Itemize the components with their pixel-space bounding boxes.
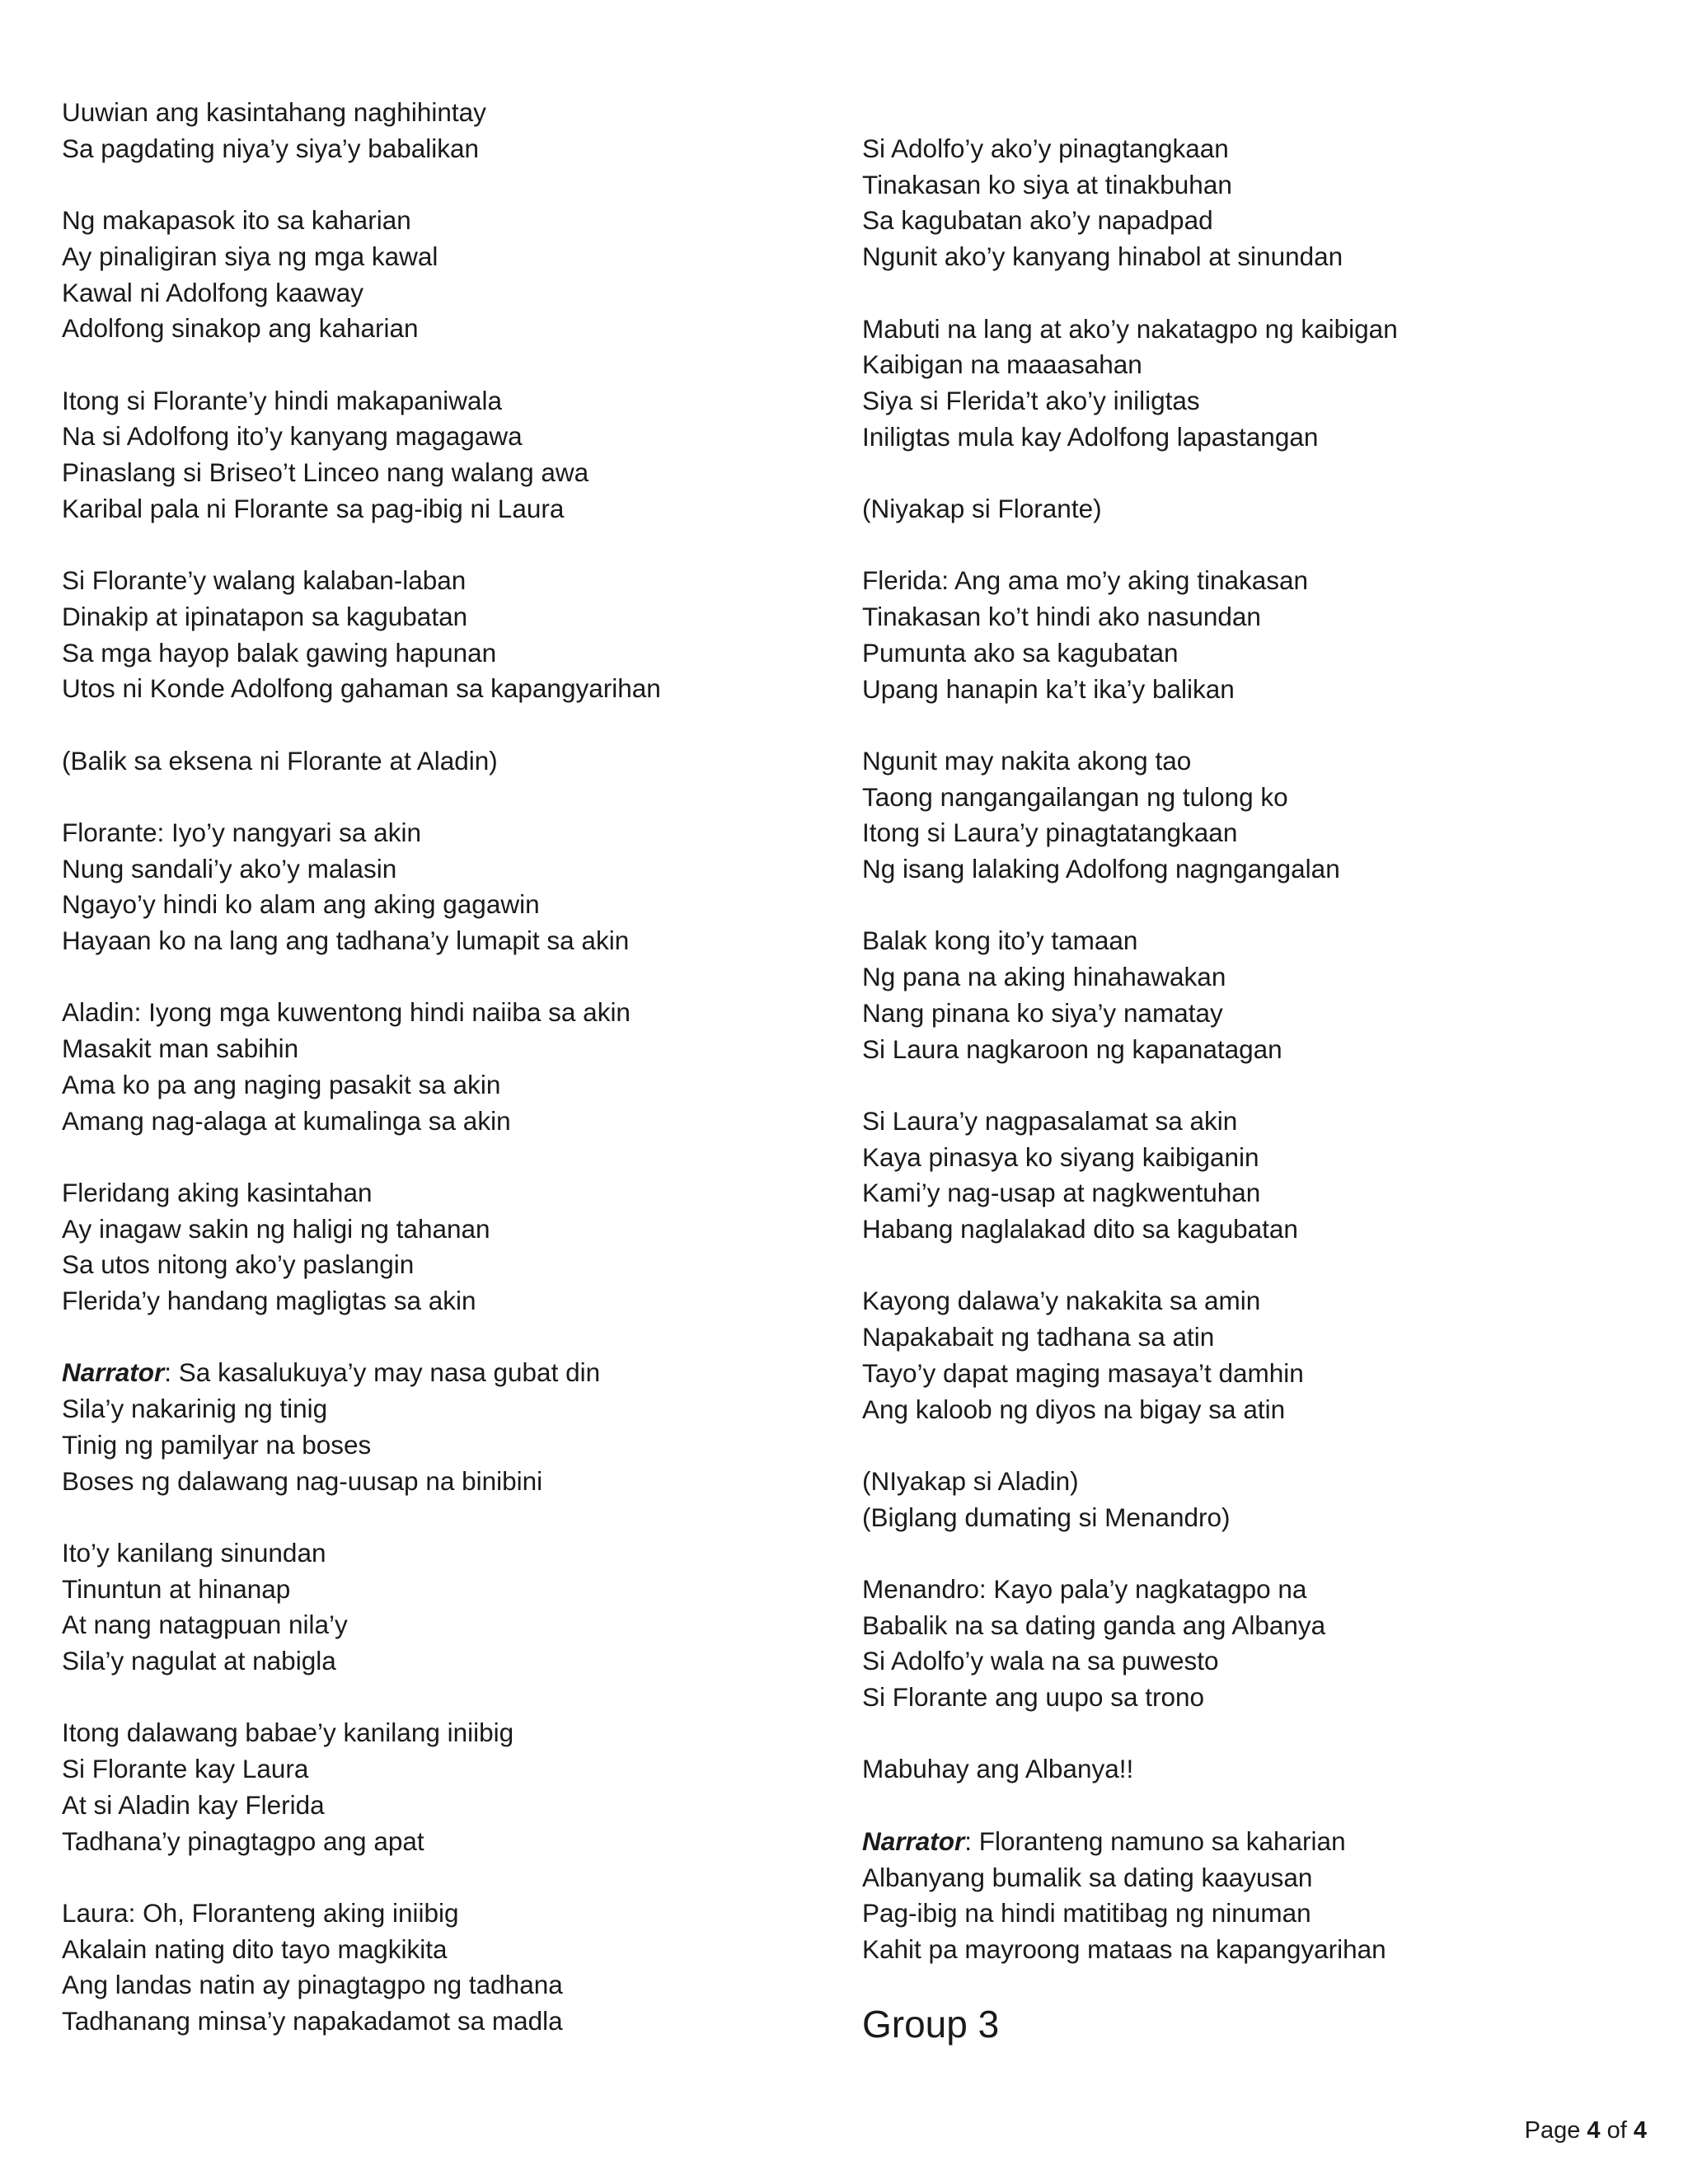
verse-line: Kami’y nag-usap at nagkwentuhan	[862, 1178, 1261, 1208]
verse-line: Itong si Laura’y pinagtatangkaan	[862, 818, 1238, 848]
verse-line: (NIyakap si Aladin)	[862, 1465, 1079, 1496]
verse-line: Sila’y nakarinig ng tinig	[62, 1394, 328, 1424]
verse-line: Mabuti na lang at ako’y nakatagpo ng kaibigan	[862, 313, 1398, 344]
stanza	[862, 563, 1653, 707]
verse-line: Pumunta ako sa kagubatan	[862, 637, 1179, 668]
stage-direction	[62, 743, 828, 780]
verse-line: Itong dalawang babae’y kanilang iniibig	[62, 1718, 514, 1748]
stanza	[62, 1896, 828, 2040]
verse-line: Tadhanang minsa’y napakadamot sa madla	[62, 2006, 563, 2036]
verse-line: Adolfong sinakop ang kaharian	[62, 313, 419, 344]
current-page-number: 4	[1587, 2117, 1601, 2144]
verse-line: Kayong dalawa’y nakakita sa amin	[862, 1286, 1261, 1316]
verse-line: Flerida: Ang ama mo’y aking tinakasan	[862, 565, 1309, 596]
verse-line: Karibal pala ni Florante sa pag-ibig ni Laura	[62, 493, 565, 523]
stanza	[62, 815, 828, 959]
verse-line: Napakabait ng tadhana sa atin	[862, 1322, 1215, 1352]
verse-line: Si Adolfo’y ako’y pinagtangkaan	[862, 134, 1229, 163]
verse-line: Ay inagaw sakin ng haligi ng tahanan	[62, 1213, 490, 1244]
speaker-label: Narrator	[62, 1357, 165, 1388]
verse-line: Itong si Florante’y hindi makapaniwala	[62, 385, 503, 415]
stanza	[62, 95, 828, 166]
verse-line: Ngunit may nakita akong tao	[862, 745, 1192, 776]
verse-line: Amang nag-alaga at kumalinga sa akin	[62, 1105, 511, 1136]
verse-line	[62, 1355, 828, 1391]
stage-direction	[862, 491, 1653, 527]
page-footer	[1525, 2116, 1647, 2145]
verse-line: Balak kong ito’y tamaan	[862, 926, 1138, 956]
verse-line: (Balik sa eksena ni Florante at Aladin)	[62, 745, 498, 776]
total-page-number: 4	[1633, 2117, 1647, 2144]
stanza	[862, 1283, 1653, 1427]
right-column	[862, 131, 1653, 2004]
verse-line: Kahit pa mayroong mataas na kapangyarihan	[862, 1933, 1386, 1964]
verse-line: Ay pinaligiran siya ng mga kawal	[62, 241, 438, 271]
stanza	[62, 1535, 828, 1680]
verse-line: Ang landas natin ay pinagtagpo ng tadhana	[62, 1970, 563, 2000]
verse-line: Dinakip at ipinatapon sa kagubatan	[62, 601, 468, 631]
line-text: : Floranteng namuno sa kaharian	[964, 1825, 1346, 1856]
verse-line: Si Florante’y walang kalaban-laban	[62, 565, 467, 596]
verse-line: Tinuntun at hinanap	[62, 1573, 291, 1604]
verse-line: Taong nangangailangan ng tulong ko	[862, 781, 1288, 812]
verse-line: Sila’y nagulat at nabigla	[62, 1646, 336, 1676]
verse-line: Ngayo’y hindi ko alam ang aking gagawin	[62, 889, 540, 920]
verse-line: (Niyakap si Florante)	[862, 494, 1102, 523]
verse-line: Ng isang lalaking Adolfong nagngangalan	[862, 854, 1340, 883]
verse-line: Florante: Iyo’y nangyari sa akin	[62, 817, 421, 847]
verse-line: Boses ng dalawang nag-uusap na binibini	[62, 1465, 543, 1496]
verse-line: Albanyang bumalik sa dating kaayusan	[862, 1862, 1313, 1892]
of-word: of	[1606, 2117, 1627, 2144]
verse-line: Mabuhay ang Albanya!!	[862, 1754, 1134, 1784]
stanza	[862, 1572, 1653, 1716]
stanza	[862, 923, 1653, 1067]
left-column	[62, 95, 828, 2075]
verse-line: (Biglang dumating si Menandro)	[862, 1502, 1231, 1532]
group-label: Group 3	[862, 2003, 1000, 2046]
stanza	[62, 563, 828, 707]
verse-line: Masakit man sabihin	[62, 1033, 299, 1064]
line-text: : Sa kasalukuya’y may nasa gubat din	[164, 1357, 601, 1388]
verse-line: Kaya pinasya ko siyang kaibiganin	[862, 1141, 1259, 1172]
stanza	[862, 1824, 1653, 1968]
verse-line: Si Laura’y nagpasalamat sa akin	[862, 1105, 1238, 1136]
verse-line: Tinakasan ko’t hindi ako nasundan	[862, 602, 1261, 632]
verse-line: Ngunit ako’y kanyang hinabol at sinundan	[862, 241, 1343, 272]
verse-line: Si Adolfo’y wala na sa puwesto	[862, 1646, 1219, 1676]
verse-line: Tinig ng pamilyar na boses	[62, 1429, 372, 1460]
verse-line: Tadhana’y pinagtagpo ang apat	[62, 1825, 424, 1856]
verse-line: Pinaslang si Briseo’t Linceo nang walang awa	[62, 457, 589, 487]
verse-line: Laura: Oh, Floranteng aking iniibig	[62, 1897, 459, 1928]
verse-line: Ito’y kanilang sinundan	[62, 1537, 326, 1568]
verse-line: Nung sandali’y ako’y malasin	[62, 853, 397, 883]
verse-line: Si Florante kay Laura	[62, 1754, 309, 1784]
verse-line: Pag-ibig na hindi matitibag ng ninuman	[862, 1898, 1311, 1929]
verse-line: Akalain nating dito tayo magkikita	[62, 1933, 448, 1964]
verse-line: Utos ni Konde Adolfong gahaman sa kapangyarihan	[62, 673, 661, 704]
verse-line: Aladin: Iyong mga kuwentong hindi naiiba sa akin	[62, 997, 631, 1028]
stanza	[62, 1355, 828, 1499]
stage-direction	[862, 1464, 1653, 1535]
stanza	[62, 995, 828, 1139]
verse-line: At nang natagpuan nila’y	[62, 1610, 348, 1640]
verse-line: Fleridang aking kasintahan	[62, 1177, 373, 1207]
stanza	[862, 1104, 1653, 1248]
verse-line: Ng makapasok ito sa kaharian	[62, 205, 411, 236]
stanza	[862, 743, 1653, 888]
verse-line: At si Aladin kay Flerida	[62, 1789, 325, 1820]
page-word: Page	[1524, 2117, 1581, 2144]
verse-line: Menandro: Kayo pala’y nagkatagpo na	[862, 1573, 1307, 1604]
stanza	[62, 1715, 828, 1859]
verse-line: Uuwian ang kasintahang naghihintay	[62, 97, 486, 127]
verse-line: Ang kaloob ng diyos na bigay sa atin	[862, 1394, 1286, 1424]
verse-line: Habang naglalakad dito sa kagubatan	[862, 1214, 1298, 1244]
verse-line: Siya si Flerida’t ako’y iniligtas	[862, 385, 1200, 415]
verse-line: Sa utos nitong ako’y paslangin	[62, 1249, 415, 1280]
stanza	[862, 131, 1653, 275]
verse-line: Babalik na sa dating ganda ang Albanya	[862, 1610, 1326, 1640]
verse-line: Sa mga hayop balak gawing hapunan	[62, 637, 497, 668]
verse-line: Sa pagdating niya’y siya’y babalikan	[62, 133, 480, 163]
verse-line: Ng pana na aking hinahawakan	[862, 962, 1226, 992]
stanza	[862, 1751, 1653, 1788]
verse-line: Si Laura nagkaroon ng kapanatagan	[862, 1033, 1282, 1064]
stanza	[62, 383, 828, 527]
verse-line: Ama ko pa ang naging pasakit sa akin	[62, 1069, 501, 1099]
verse-line: Na si Adolfong ito’y kanyang magagawa	[62, 421, 523, 452]
verse-line: Tinakasan ko siya at tinakbuhan	[862, 169, 1232, 199]
stanza	[62, 1175, 828, 1319]
stanza	[62, 203, 828, 347]
verse-line: Kaibigan na maaasahan	[862, 349, 1142, 380]
stanza	[862, 312, 1653, 456]
verse-line: Sa kagubatan ako’y napadpad	[862, 205, 1213, 236]
verse-line: Kawal ni Adolfong kaaway	[62, 277, 363, 307]
verse-line: Flerida’y handang magligtas sa akin	[62, 1286, 476, 1316]
verse-line: Upang hanapin ka’t ika’y balikan	[862, 673, 1235, 704]
verse-line: Iniligtas mula kay Adolfong lapastangan	[862, 421, 1319, 452]
verse-line: Si Florante ang uupo sa trono	[862, 1682, 1205, 1713]
verse-line: Hayaan ko na lang ang tadhana’y lumapit sa akin	[62, 926, 630, 956]
verse-line	[862, 1824, 1653, 1860]
verse-line: Nang pinana ko siya’y namatay	[862, 997, 1223, 1028]
verse-line: Tayo’y dapat maging masaya’t damhin	[862, 1357, 1304, 1388]
speaker-label: Narrator	[862, 1825, 965, 1856]
